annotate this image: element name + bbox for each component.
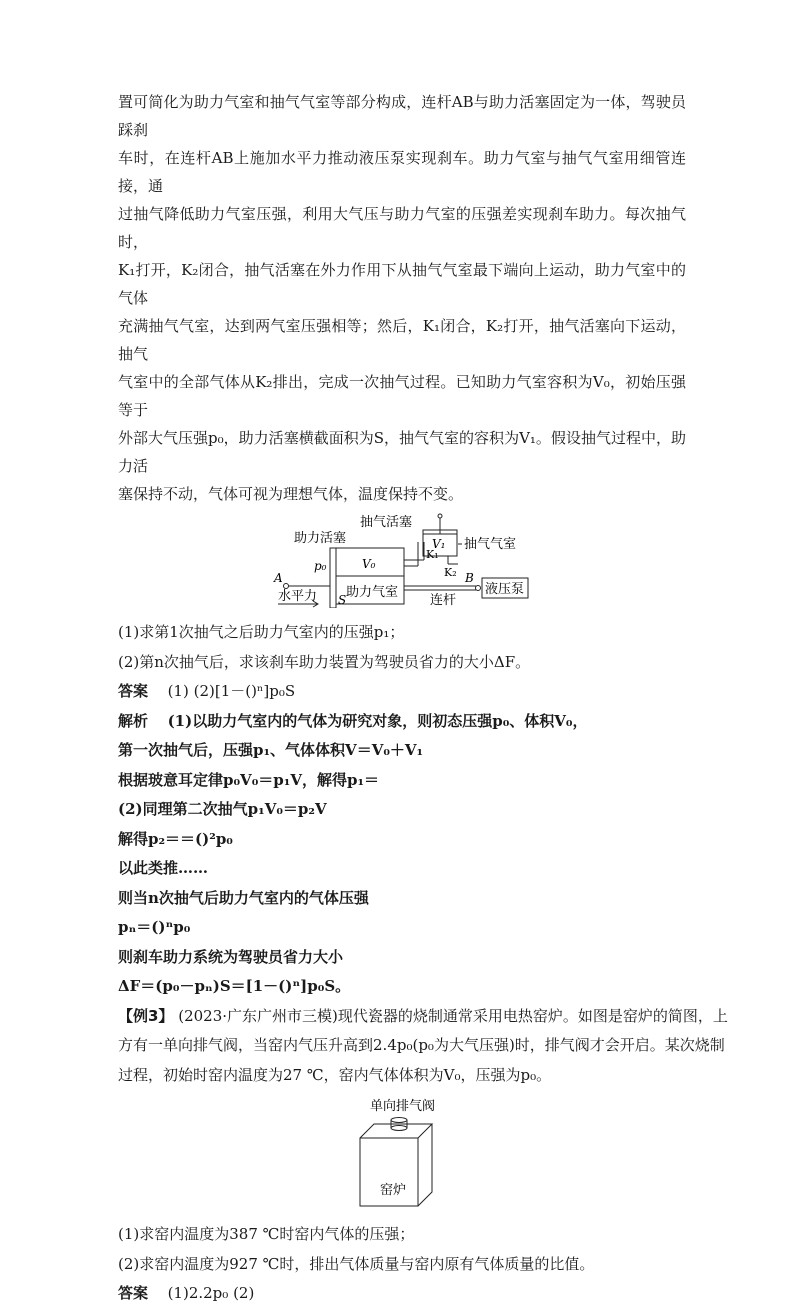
example-source: (2023·广东广州市三模) xyxy=(178,1006,338,1025)
analysis-line: 解得p₂＝＝()²p₀ xyxy=(118,829,233,848)
brake-booster-diagram xyxy=(118,512,686,612)
label-hydraulic-pump: 液压泵 xyxy=(485,582,525,597)
answer-label: 答案 xyxy=(118,682,149,700)
analysis-line: ΔF＝(p₀－pₙ)S＝[1－()ⁿ]p₀S。 xyxy=(118,977,351,995)
analysis-line: (1)以助力气室内的气体为研究对象，则初态压强p₀、体积V₀， xyxy=(167,711,588,730)
analysis-line: 第一次抽气后，压强p₁、气体体积V＝V₀＋V₁ xyxy=(118,741,424,759)
label-V1: V₁ xyxy=(432,537,446,551)
label-valve: 单向排气阀 xyxy=(370,1099,436,1114)
analysis-line: 以此类推…… xyxy=(118,859,209,877)
document-page xyxy=(118,88,728,1309)
problem-intro xyxy=(118,88,686,508)
answer-2 xyxy=(118,1279,686,1309)
label-S: S xyxy=(338,593,347,607)
label-B: B xyxy=(465,571,474,585)
intro-line: K₁打开，K₂闭合，抽气活塞在外力作用下从抽气气室最下端向上运动，助力气室中的气体 xyxy=(118,261,686,307)
intro-line: 气室中的全部气体从K₂排出，完成一次抽气过程。已知助力气室容积为V₀，初始压强等于 xyxy=(118,373,686,419)
kiln-svg xyxy=(118,1094,686,1210)
example-3-line xyxy=(118,1002,728,1032)
kiln-diagram xyxy=(118,1094,686,1214)
example-text: 现代瓷器的烧制通常采用电热窑炉。如图是窑炉的简图，上 xyxy=(337,1006,728,1025)
example-tag: 【例3】 xyxy=(118,1006,174,1025)
analysis-first-line xyxy=(118,707,686,737)
label-pump-chamber: 抽气气室 xyxy=(464,537,517,552)
label-rod: 连杆 xyxy=(430,593,457,608)
analysis-line: pₙ＝()ⁿp₀ xyxy=(118,918,191,936)
question-1: (1)求第1次抽气之后助力气室内的压强p₁； xyxy=(118,623,405,641)
label-assist-piston: 助力活塞 xyxy=(294,531,347,546)
question-2: (2)求窑内温度为927 ℃时，排出气体质量与窑内原有气体质量的比值。 xyxy=(118,1254,595,1273)
intro-line: 过抽气降低助力气室压强，利用大气压与助力气室的压强差实现刹车助力。每次抽气时， xyxy=(118,205,686,251)
example-3-line: 方有一单向排气阀，当窑内气压升高到2.4p₀(p₀为大气压强)时，排气阀才会开启。某次烧制 xyxy=(118,1036,725,1054)
label-p0: p₀ xyxy=(314,559,327,573)
answer-1 xyxy=(118,677,686,707)
label-V0: V₀ xyxy=(362,557,376,571)
label-piston-pump: 抽气活塞 xyxy=(360,515,413,530)
label-K2: K₂ xyxy=(444,566,457,579)
intro-line: 车时，在连杆AB上施加水平力推动液压泵实现刹车。助力气室与抽气气室用细管连接，通 xyxy=(118,149,686,195)
example-3-line: 过程，初始时窑内温度为27 ℃，窑内气体体积为V₀，压强为p₀。 xyxy=(118,1065,552,1084)
analysis-label: 解析 xyxy=(118,711,149,730)
label-assist-chamber: 助力气室 xyxy=(346,585,399,600)
answer-label: 答案 xyxy=(118,1284,149,1302)
answer-text: (1) (2)[1－()ⁿ]p₀S xyxy=(167,682,296,700)
label-horizontal-force: 水平力 xyxy=(278,589,318,604)
answer-text: (1)2.2p₀ (2) xyxy=(167,1284,255,1302)
label-kiln: 窑炉 xyxy=(380,1183,407,1198)
brake-booster-svg xyxy=(118,512,686,608)
intro-line: 置可简化为助力气室和抽气气室等部分构成，连杆AB与助力活塞固定为一体，驾驶员踩刹 xyxy=(118,93,686,139)
analysis-line: 则当n次抽气后助力气室内的气体压强 xyxy=(118,888,369,907)
label-K1: K₁ xyxy=(426,548,439,561)
intro-line: 外部大气压强p₀，助力活塞横截面积为S，抽气气室的容积为V₁。假设抽气过程中，助力活 xyxy=(118,429,686,475)
analysis-line: 则刹车助力系统为驾驶员省力大小 xyxy=(118,947,344,966)
label-A: A xyxy=(274,571,283,585)
analysis-line: (2)同理第二次抽气p₁V₀＝p₂V xyxy=(118,800,327,818)
intro-line: 塞保持不动，气体可视为理想气体，温度保持不变。 xyxy=(118,485,464,503)
question-1: (1)求窑内温度为387 ℃时窑内气体的压强； xyxy=(118,1225,415,1243)
analysis-line: 根据玻意耳定律p₀V₀＝p₁V，解得p₁＝ xyxy=(118,770,380,789)
question-2: (2)第n次抽气后，求该刹车助力装置为驾驶员省力的大小ΔF。 xyxy=(118,652,531,671)
intro-line: 充满抽气气室，达到两气室压强相等；然后，K₁闭合，K₂打开，抽气活塞向下运动，抽气 xyxy=(118,317,686,363)
